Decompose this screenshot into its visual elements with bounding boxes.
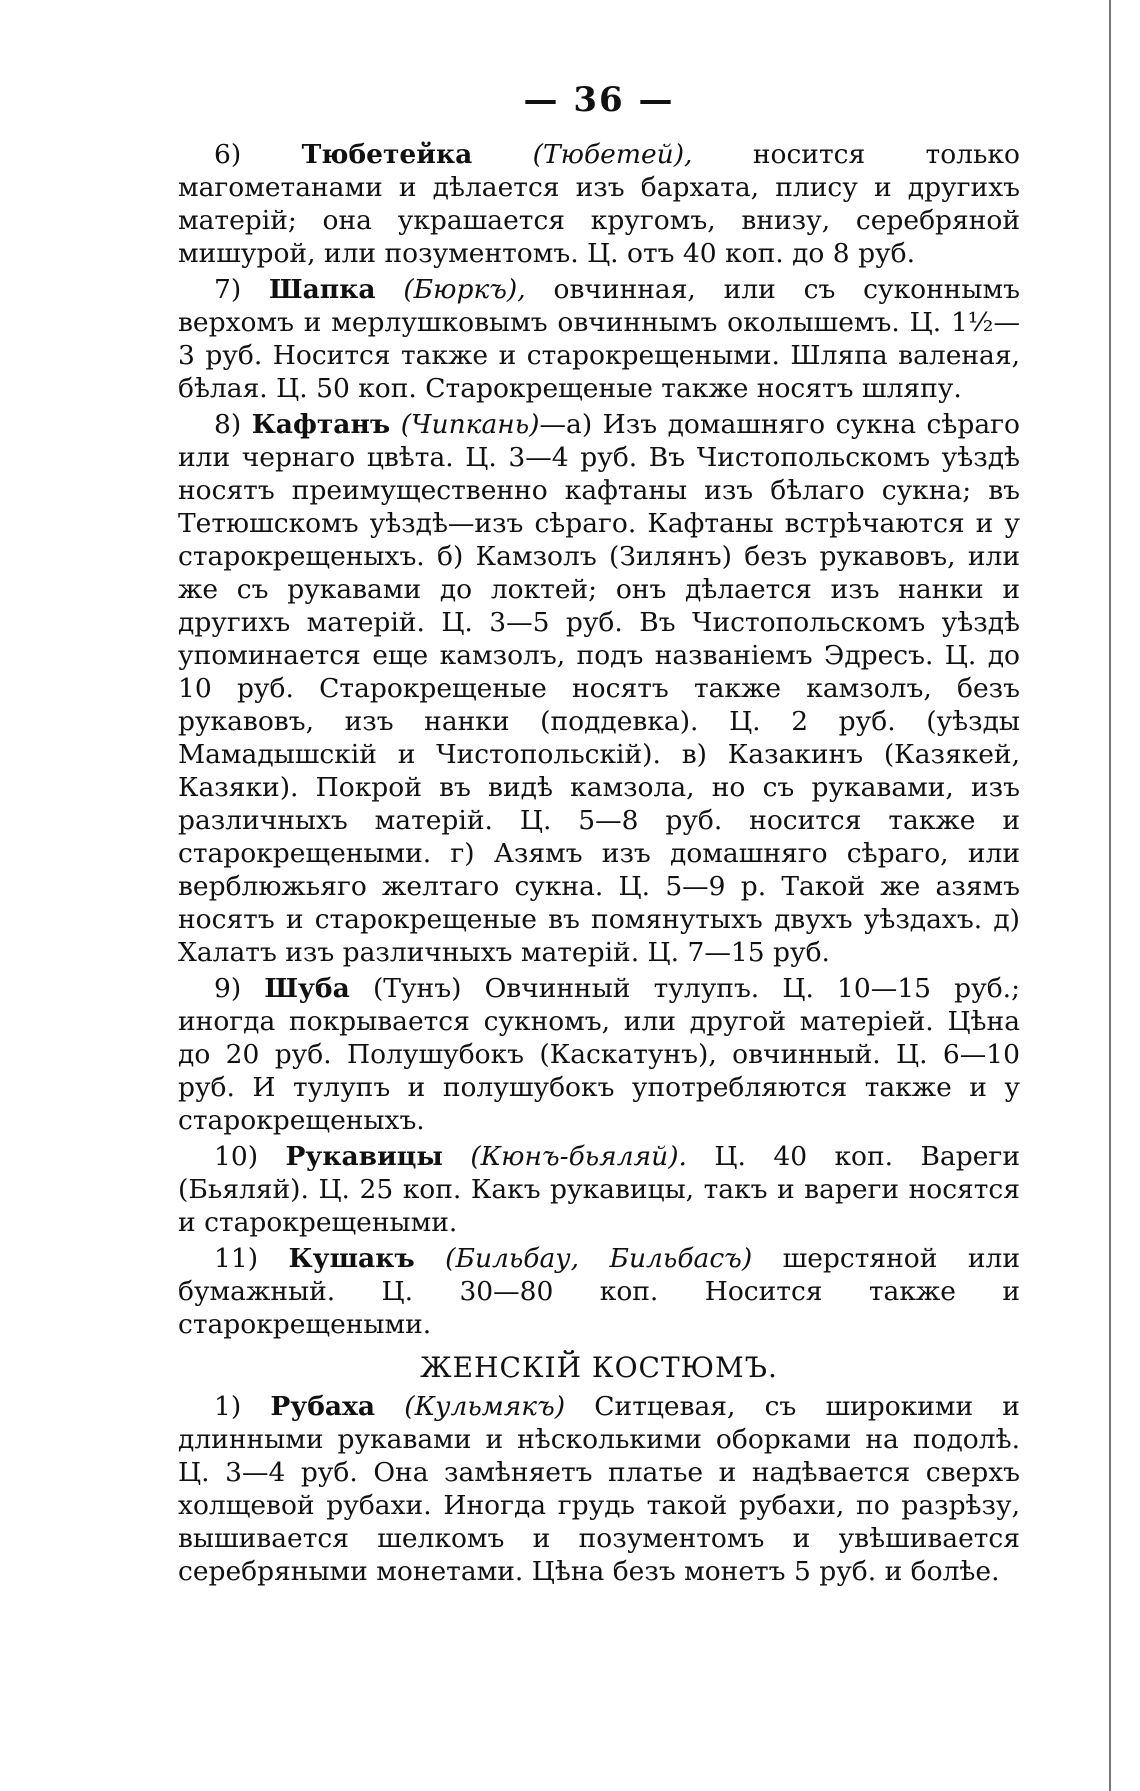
- item-tatar-name: (Тюбетей),: [532, 139, 693, 170]
- section-heading: ЖЕНСКІЙ КОСТЮМЪ.: [420, 1351, 778, 1384]
- item-tatar-name: (Кульмякъ): [404, 1391, 566, 1422]
- item-text: шерстяной или бумажный. Ц. 30—80 коп. Носится также и старокрещеными.: [178, 1243, 1020, 1340]
- item-text: —а) Изъ домашняго сукна сѣраго или чернаго цвѣта. Ц. 3—4 руб. Въ Чистопольскомъ уѣздѣ носятъ преимущественно кафтаны изъ бѣлаго сукна; въ Тетюшскомъ уѣздѣ—изъ сѣраго. Кафтаны встрѣчаются и у старокрещеныхъ. б) Камзолъ (Зилянъ) безъ рукавовъ, или же съ рукавами до локтей; онъ дѣлается изъ нанки и другихъ матерій. Ц. 3—5 руб. Въ Чистопольскомъ уѣздѣ упоминается еще камзолъ, подъ названіемъ Эдресъ. Ц. до 10 руб. Старокрещеные носятъ также камзолъ, безъ рукавовъ, изъ нанки (поддевка). Ц. 2 руб. (уѣзды Мамадышскій и Чистопольскій). в) Казакинъ (Казякей, Казяки). Покрой въ видѣ камзола, но съ рукавами, изъ различныхъ матерій. Ц. 5—8 руб. носится также и старокрещеными. г) Азямъ изъ домашняго сѣраго, или верблюжьяго желтаго сукна. Ц. 5—9 р. Такой же азямъ носятъ и старокрещеные въ помянутыхъ двухъ уѣздахъ. д) Халатъ изъ различныхъ матерій. Ц. 7—15 руб.: [178, 409, 1020, 968]
- item-text: носится только магометанами и дѣлается изъ бархата, плису и другихъ матерій; она украшается кругомъ, внизу, серебряной мишурой, или позументомъ. Ц. отъ 40 коп. до 8 руб.: [178, 139, 1020, 269]
- item-name: Рубаха: [270, 1391, 376, 1422]
- item-number: 10): [214, 1141, 259, 1172]
- item-name: Кафтанъ: [251, 409, 391, 440]
- item-number: 8): [214, 409, 242, 440]
- item-tatar-name: (Чипкань): [400, 409, 540, 440]
- document-page: [178, 80, 1020, 1591]
- item-text: Ц. 40 коп. Вареги (Бьяляй). Ц. 25 коп. Какъ рукавицы, такъ и вареги носятся и старокрещеными.: [178, 1141, 1020, 1238]
- item-number: 7): [214, 274, 242, 305]
- item-name: Шапка: [269, 274, 376, 305]
- paragraph-7: [178, 273, 1020, 405]
- page-edge-line: [1109, 0, 1111, 1791]
- item-tatar-name: (Тунъ): [372, 973, 462, 1004]
- item-name: Тюбетейка: [301, 139, 473, 170]
- item-name: Рукавицы: [285, 1141, 443, 1172]
- item-name: Шуба: [264, 973, 350, 1004]
- item-text: овчинная, или съ суконнымъ верхомъ и мерлушковымъ овчиннымъ околышемъ. Ц. 1½—3 руб. Носится также и старокрещеными. Шляпа валеная, бѣлая. Ц. 50 коп. Старокрещеные также носятъ шляпу.: [178, 274, 1020, 404]
- item-text: Овчинный тулупъ. Ц. 10—15 руб.; иногда покрывается сукномъ, или другой матеріей. Цѣна до 20 руб. Полушубокъ (Каскатунъ), овчинный. Ц. 6—10 руб. И тулупъ и полушубокъ употребляются также и у старокрещеныхъ.: [178, 973, 1020, 1136]
- page-number: — 36 —: [523, 80, 675, 120]
- item-tatar-name: (Кюнъ-бьяляй).: [470, 1141, 687, 1172]
- item-tatar-name: (Бильбау, Бильбасъ): [445, 1243, 753, 1274]
- paragraph-9: [178, 972, 1020, 1137]
- item-text: Ситцевая, съ широкими и длинными рукавами и нѣсколькими оборками на подолѣ. Ц. 3—4 руб. Она замѣняетъ платье и надѣвается сверхъ холщевой рубахи. Иногда грудь такой рубахи, по разрѣзу, вышивается шелкомъ и позументомъ и увѣшивается серебряными монетами. Цѣна безъ монетъ 5 руб. и болѣе.: [178, 1391, 1020, 1587]
- item-name: Кушакъ: [288, 1243, 415, 1274]
- paragraph-6: [178, 138, 1020, 270]
- item-number: 11): [214, 1243, 259, 1274]
- paragraph-8: [178, 408, 1020, 969]
- item-number: 1): [214, 1391, 242, 1422]
- item-tatar-name: (Бюркъ),: [403, 274, 526, 305]
- paragraph-10: [178, 1140, 1020, 1239]
- paragraph-11: [178, 1242, 1020, 1341]
- item-number: 9): [214, 973, 242, 1004]
- women-paragraph-1: [178, 1390, 1020, 1588]
- item-number: 6): [214, 139, 242, 170]
